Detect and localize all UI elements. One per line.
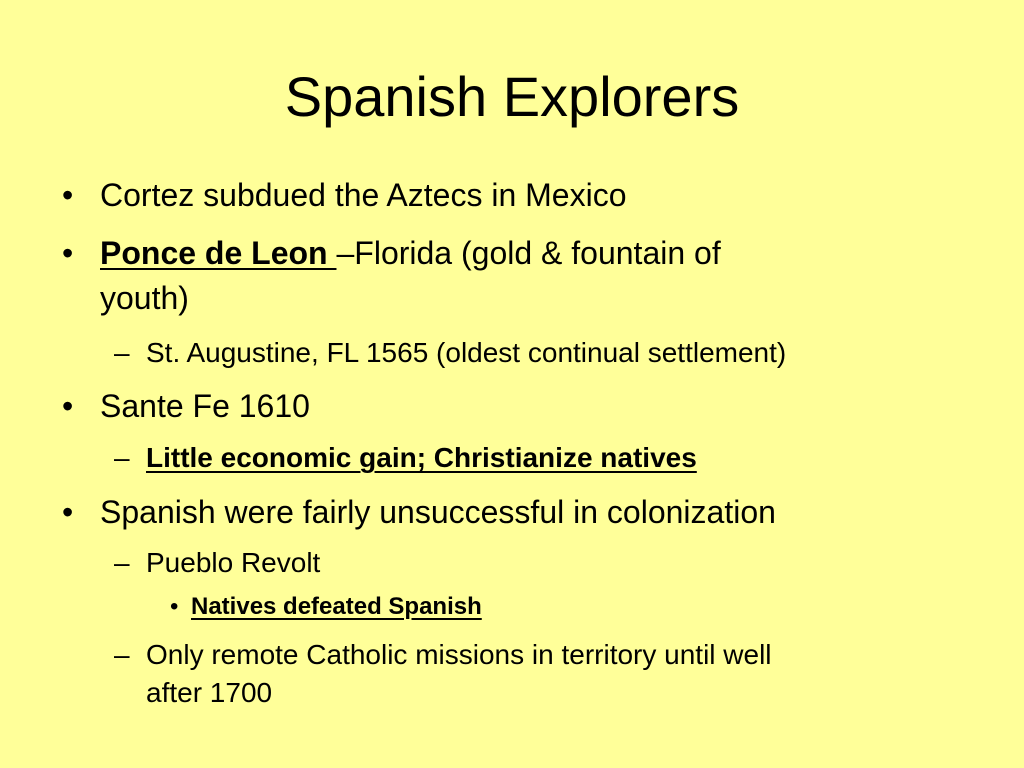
bullet-marker: • [62, 177, 74, 213]
sub-bullet-text-continuation: after 1700 [146, 677, 273, 708]
bullet-text: Sante Fe 1610 [100, 388, 310, 424]
sub-bullet-text: Only remote Catholic missions in territory until well [146, 639, 772, 670]
bullet-marker: • [62, 388, 74, 424]
bullet-text: Cortez subdued the Aztecs in Mexico [100, 177, 627, 213]
sub-sub-bullet-marker: • [170, 593, 179, 620]
sub-bullet-marker: – [114, 337, 130, 368]
bullet-item [100, 233, 721, 273]
bullet-text: Spanish were fairly unsuccessful in colonization [100, 494, 776, 530]
sub-sub-bullet-text: Natives defeated Spanish [191, 593, 482, 620]
sub-bullet-text: Little economic gain; Christianize natives [146, 442, 697, 473]
sub-bullet-marker: – [114, 547, 130, 578]
sub-bullet-text: Pueblo Revolt [146, 547, 321, 578]
bullet-text-continuation: youth) [100, 280, 189, 316]
sub-bullet-marker: – [114, 639, 130, 670]
sub-bullet-marker: – [114, 442, 130, 473]
bullet-marker: • [62, 494, 74, 530]
bullet-text: –Florida (gold & fountain of [336, 235, 721, 271]
ponce-de-leon-label: Ponce de Leon [100, 235, 337, 271]
bullet-marker: • [62, 235, 74, 271]
slide-title: Spanish Explorers [284, 65, 740, 128]
sub-bullet-text: St. Augustine, FL 1565 (oldest continual settlement) [146, 337, 787, 368]
